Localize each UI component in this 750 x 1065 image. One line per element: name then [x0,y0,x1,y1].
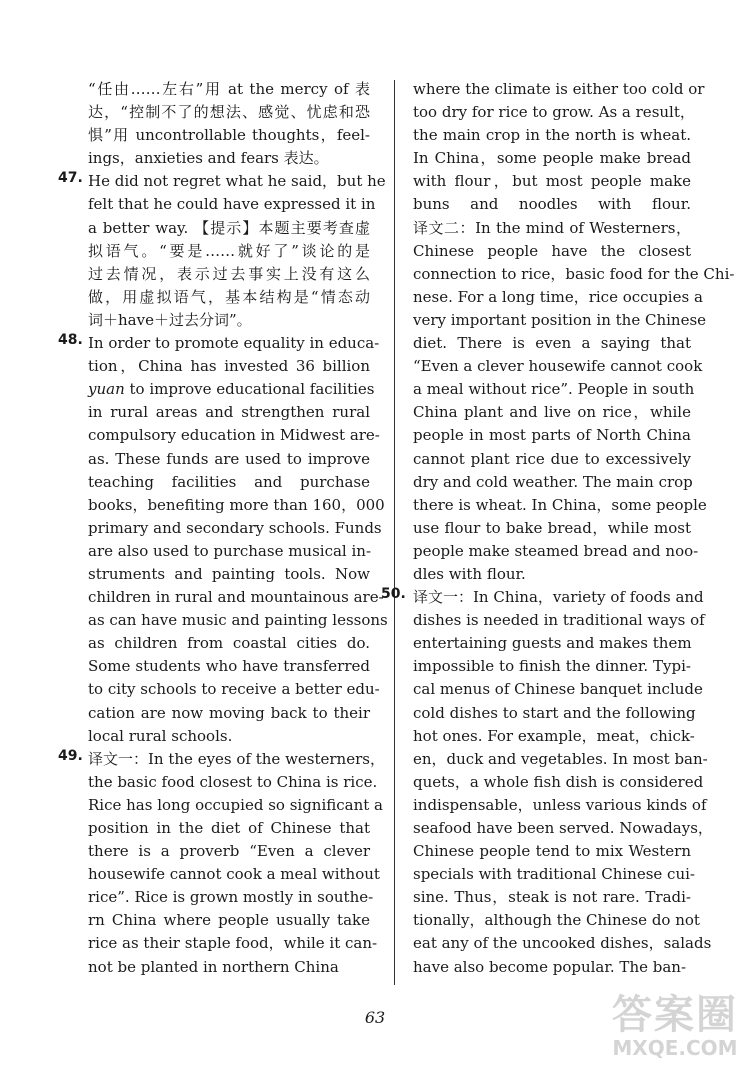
text-line: people make steamed bread and noo- [413,541,699,560]
text-line: seafood have been served. Nowadays， [413,819,713,837]
text-line: diet. There is even a saying that [413,334,691,353]
left-column [58,78,388,979]
text-line: dry and cold weather. The main crop [413,472,693,491]
text-line: in rural areas and strengthen rural [88,403,370,422]
text-line: cold dishes to start and the following [413,703,696,722]
text-line: cal menus of Chinese banquet include [413,680,703,699]
text-line: local rural schools. [88,726,233,745]
text-line: sine. Thus，steak is not rare. Tradi- [413,888,691,907]
continued-text [413,78,735,586]
text-line: ings，anxieties and fears 表达。 [88,149,329,168]
text-line: a better way. 【提示】本题主要考查虚 [88,218,370,237]
text-line: China plant and live on rice，while [413,403,691,422]
item-number: 50. [381,586,406,603]
column-divider [394,80,395,985]
text-line: have also become popular. The ban- [413,957,687,976]
text-line: are also used to purchase musical in- [88,541,372,560]
text-line: entertaining guests and makes them [413,634,692,653]
text-line: impossible to finish the dinner. Typi- [413,657,691,676]
text-line: en，duck and vegetables. In most ban- [413,749,708,768]
item-number: 49. [58,747,83,764]
text-line: housewife cannot cook a meal without [88,865,380,884]
watermark-logo-text: 答案圈 [612,992,738,1038]
text-line: the main crop in the north is wheat. [413,126,691,145]
text-line: teaching facilities and purchase [88,472,370,491]
text-line: struments and painting tools. Now [88,564,370,583]
text-line: to city schools to receive a better edu- [88,680,380,699]
text-line: Chinese people have the closest [413,241,691,260]
text-line: there is a proverb “Even a clever [88,842,370,861]
text-line: where the climate is either too cold or [413,80,705,98]
text-line: position in the diet of Chinese that [88,819,370,837]
answer-item [58,332,388,748]
text-line: there is wheat. In China，some people [413,495,707,514]
text-line: Chinese people tend to mix Western [413,842,691,861]
text-line: 惧”用 uncontrollable thoughts，feel- [88,126,370,145]
text-line: yuan to improve educational facilities [88,380,375,399]
text-line: He did not regret what he said，but he [88,172,386,191]
text-line: as children from coastal cities do. [88,634,370,653]
text-line: In order to promote equality in educa- [88,334,380,353]
text-line: 词＋have＋过去分词”。 [88,310,252,329]
text-line: cannot plant rice due to excessively [413,449,691,468]
text-line: primary and secondary schools. Funds [88,518,382,537]
text-line: nese. For a long time，rice occupies a [413,287,703,306]
text-line: felt that he could have expressed it in [88,195,376,214]
text-line: 译文一：In China，variety of foods and [413,588,704,607]
text-line: a meal without rice”. People in south [413,380,695,399]
text-line: hot ones. For example，meat，chick- [413,726,695,745]
watermark-logo [612,993,738,1059]
text-line: the basic food closest to China is rice. [88,772,378,791]
text-line: very important position in the Chinese [413,310,707,329]
text-line: indispensable，unless various kinds of [413,795,707,814]
text-line: as. These funds are used to improve [88,449,370,468]
text-line: Some students who have transferred [88,657,370,676]
text-line: 过去情况，表示过去事实上没有这么 [88,264,370,283]
answer-item [58,170,386,332]
continued-text [88,78,370,170]
text-line: use flour to bake bread，while most [413,518,691,537]
text-line: 做，用虚拟语气，基本结构是“情态动 [88,287,370,306]
text-line: “Even a clever housewife cannot cook [413,357,703,376]
text-line: connection to rice，basic food for the Chi- [413,264,735,283]
text-line: not be planted in northern China [88,957,339,976]
text-line: cation are now moving back to their [88,703,370,722]
text-line: with flour，but most people make [413,172,691,191]
answer-item [58,747,385,979]
text-line: tion，China has invested 36 billion [88,357,370,376]
watermark-url: MXQE.COM [612,1036,738,1060]
text-line: rn China where people usually take [88,911,370,930]
text-line: 译文一：In the eyes of the westerners， [88,749,385,768]
text-line: quets，a whole fish dish is considered [413,772,704,791]
text-line: people in most parts of North China [413,426,691,445]
text-line: 拟语气。“要是……就好了”谈论的是 [88,241,370,260]
text-line: In China，some people make bread [413,149,691,168]
item-number: 47. [58,170,83,187]
text-line: children in rural and mountainous are- [88,588,384,607]
text-line: tionally，although the Chinese do not [413,911,700,930]
text-line: Rice has long occupied so significant a [88,795,384,814]
right-column [381,78,735,979]
text-line: books，benefiting more than 160，000 [88,495,385,514]
text-line: as can have music and painting lessons [88,611,388,630]
text-line: specials with traditional Chinese cui- [413,865,695,884]
text-line: rice as their staple food，while it can- [88,934,378,953]
text-line: compulsory education in Midwest are- [88,426,380,445]
text-line: buns and noodles with flour. [413,195,691,214]
answer-item [381,586,713,979]
page-number: 63 [364,1008,386,1027]
text-line: dles with flour. [413,564,526,583]
text-line: eat any of the uncooked dishes，salads [413,934,712,953]
text-line: 达，“控制不了的想法、感觉、忧虑和恐 [88,103,370,122]
item-number: 48. [58,332,83,349]
text-line: “任由……左右”用 at the mercy of 表 [88,80,370,98]
text-line: rice”. Rice is grown mostly in southe- [88,888,374,907]
text-line: dishes is needed in traditional ways of [413,611,705,630]
text-line: too dry for rice to grow. As a result， [413,103,695,122]
text-line: 译文二：In the mind of Westerners， [413,218,691,237]
